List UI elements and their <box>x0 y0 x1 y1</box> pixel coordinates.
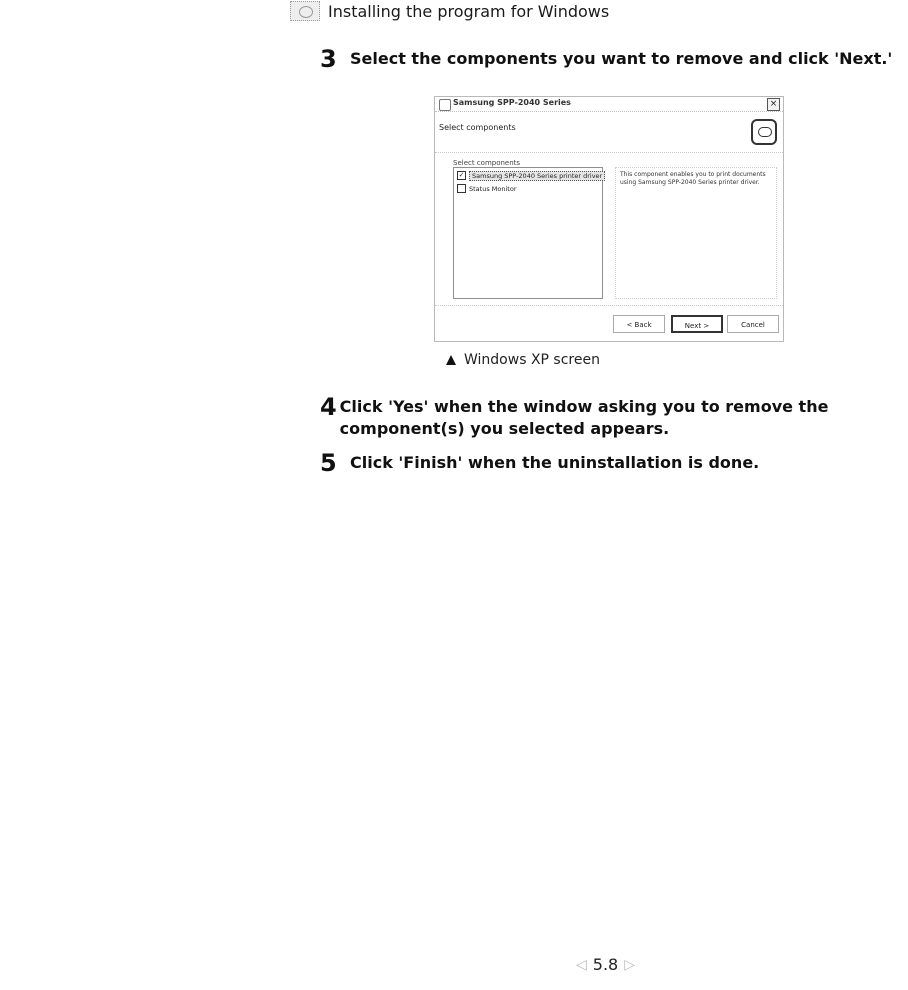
components-list[interactable] <box>453 167 603 299</box>
step-number: 5 <box>320 449 337 477</box>
prev-arrow-icon: ◁ <box>576 956 587 973</box>
next-button[interactable]: Next > <box>671 315 723 333</box>
step-number: 4 <box>320 393 337 421</box>
step-text: Click 'Yes' when the window asking you to remove the component(s) you selected appears. <box>339 397 829 438</box>
setup-logo-icon <box>751 119 777 145</box>
step-number: 3 <box>320 45 337 73</box>
caption-text: Windows XP screen <box>464 352 600 368</box>
back-button[interactable]: < Back <box>613 315 665 333</box>
section-title: Installing the program for Windows <box>328 1 610 21</box>
divider <box>435 152 783 153</box>
next-arrow-icon: ▷ <box>624 956 636 973</box>
installer-dialog-screenshot <box>434 96 784 342</box>
section-header <box>290 0 609 22</box>
list-item[interactable] <box>457 183 602 194</box>
step-5 <box>320 449 760 477</box>
components-label: Select components <box>453 159 521 167</box>
checkbox[interactable]: ✓ <box>458 171 465 179</box>
checkbox[interactable] <box>457 184 466 193</box>
screenshot-caption <box>446 352 600 368</box>
step-3 <box>320 45 893 73</box>
page-number <box>570 955 641 974</box>
divider <box>435 305 783 306</box>
component-description: This component enables you to print documents using Samsung SPP-2040 Series printer driver. <box>615 167 777 299</box>
cd-icon <box>290 1 320 21</box>
page-number-text: 5.8 <box>592 955 619 974</box>
triangle-icon <box>446 355 456 365</box>
list-item[interactable] <box>457 170 602 181</box>
setup-app-icon <box>439 99 451 111</box>
step-4 <box>320 393 880 440</box>
list-item-label: Status Monitor <box>469 184 517 193</box>
dialog-titlebar <box>435 97 783 112</box>
step-text: Select the components you want to remove and click 'Next.' <box>350 49 893 68</box>
dialog-heading: Select components <box>439 123 516 132</box>
close-button[interactable]: × <box>767 98 780 111</box>
list-item-label: Samsung SPP-2040 Series printer driver <box>469 171 605 181</box>
dialog-title: Samsung SPP-2040 Series <box>453 98 571 107</box>
cancel-button[interactable]: Cancel <box>727 315 779 333</box>
step-text: Click 'Finish' when the uninstallation is done. <box>350 453 760 472</box>
